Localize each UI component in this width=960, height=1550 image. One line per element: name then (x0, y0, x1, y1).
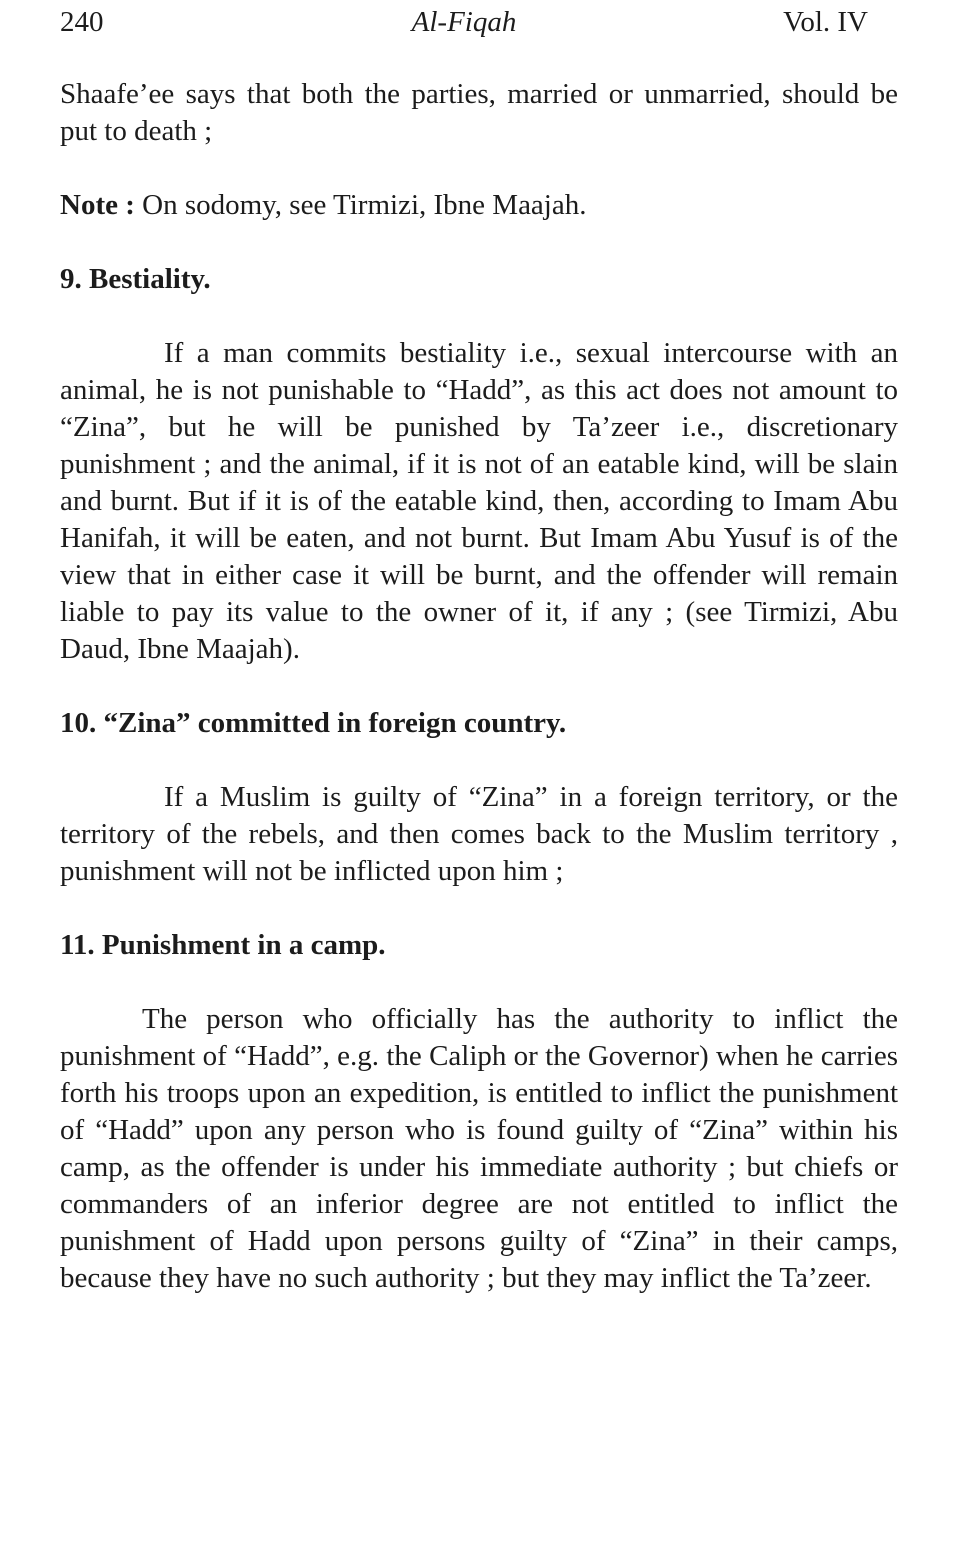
section-9-paragraph: If a man commits bestiality i.e., sexual intercourse with an animal, he is not punishable to “Hadd”, as this act does not amount to “Zina”, but he will be punished by Ta’zeer i.e., discretionary punishment ; and the animal, if it is not of an eatable kind, will be slain and burnt. But if it is of the eatable kind, then, according to Imam Abu Hanifah, it will be eaten, and not burnt. But Imam Abu Yusuf is of the view that in either case it will be burnt, and the offender will remain liable to pay its value to the owner of it, if any ; (see Tirmizi, Abu Daud, Ibne Maajah). (60, 337, 898, 665)
section-10-paragraph: If a Muslim is guilty of “Zina” in a foreign territory, or the territory of the rebels, and then comes back to the Muslim territory , punishment will not be inflicted upon him ; (60, 781, 898, 887)
page-content (60, 76, 898, 1297)
running-header (60, 2, 868, 42)
intro-paragraph: Shaafe’ee says that both the parties, married or unmarried, should be put to death ; (60, 78, 898, 147)
spacer (60, 668, 898, 705)
spacer (60, 742, 898, 779)
section-9-heading: 9. Bestiality. (60, 263, 211, 295)
note-paragraph (60, 187, 898, 224)
spacer (60, 298, 898, 335)
spacer (60, 890, 898, 927)
section-11-heading: 11. Punishment in a camp. (60, 929, 386, 961)
book-title: Al-Fiqah (411, 6, 517, 38)
volume-label: Vol. IV (783, 6, 868, 38)
note-label: Note : (60, 189, 135, 221)
section-10-heading: 10. “Zina” committed in foreign country. (60, 707, 567, 739)
spacer (60, 224, 898, 261)
section-11-paragraph: The person who officially has the authority to inflict the punishment of “Hadd”, e.g. the Caliph or the Governor) when he carries forth his troops upon an expedition, is entitled to inflict the punishment of “Hadd” upon any person who is found guilty of “Zina” within his camp, as the offender is under his immediate authority ; but chiefs or commanders of an inferior degree are not entitled to inflict the punishment of Hadd upon persons guilty of “Zina” in their camps, because they have no such authority ; but they may inflict the Ta’zeer. (60, 1003, 898, 1294)
page-number: 240 (60, 6, 104, 38)
note-text: On sodomy, see Tirmizi, Ibne Maajah. (134, 189, 587, 221)
spacer (60, 964, 898, 1001)
spacer (60, 150, 898, 187)
